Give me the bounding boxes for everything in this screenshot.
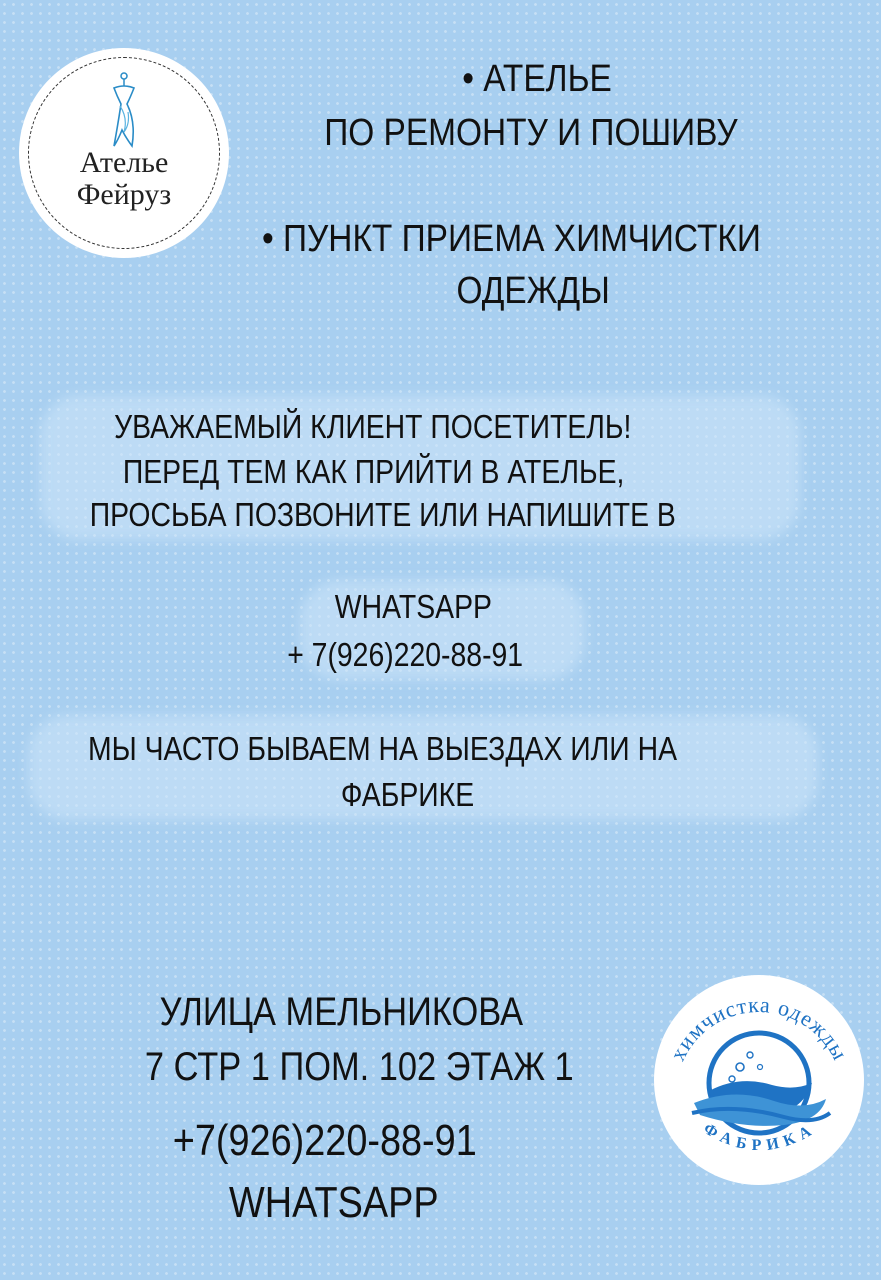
phone-number: + 7(926)220-88-91 [287,636,524,673]
address-line-2: 7 СТР 1 ПОМ. 102 ЭТАЖ 1 [144,1045,574,1089]
dress-mannequin-icon [106,72,142,150]
notice-line-3: ПРОСЬБА ПОЗВОНИТЕ ИЛИ НАПИШИТЕ В [89,496,676,533]
service-atelier-subheading: ПО РЕМОНТУ И ПОШИВУ [324,112,738,154]
bottom-phone-number: +7(926)220-88-91 [172,1116,477,1165]
bottom-whatsapp-label: WHATSAPP [229,1178,439,1227]
logo-line-1: Ателье [79,146,169,179]
drycleaning-logo [654,975,864,1185]
svg-text:химчистка одежды [665,992,853,1065]
logo-arc-top-text: химчистка одежды [664,991,854,1065]
whatsapp-label: WHATSAPP [334,588,492,625]
logo-arc-bottom-text: ФАБРИКА [700,1120,820,1155]
away-line-1: МЫ ЧАСТО БЫВАЕМ НА ВЫЕЗДАХ ИЛИ НА [87,730,678,767]
logo-arc-text [654,975,864,1185]
notice-line-1: УВАЖАЕМЫЙ КЛИЕНТ ПОСЕТИТЕЛЬ! [114,408,632,445]
service-drycleaning-subheading: ОДЕЖДЫ [456,270,610,312]
notice-line-2: ПЕРЕД ТЕМ КАК ПРИЙТИ В АТЕЛЬЕ, [122,453,625,490]
service-drycleaning-heading: • ПУНКТ ПРИЕМА ХИМЧИСТКИ [262,218,761,260]
logo-line-2: Фейруз [76,178,172,211]
away-line-2: ФАБРИКЕ [340,776,475,813]
service-atelier-heading: • АТЕЛЬЕ [462,58,612,100]
svg-text:ФАБРИКА [701,1120,820,1154]
atelier-logo [21,50,227,256]
address-line-1: УЛИЦА МЕЛЬНИКОВА [159,990,524,1034]
